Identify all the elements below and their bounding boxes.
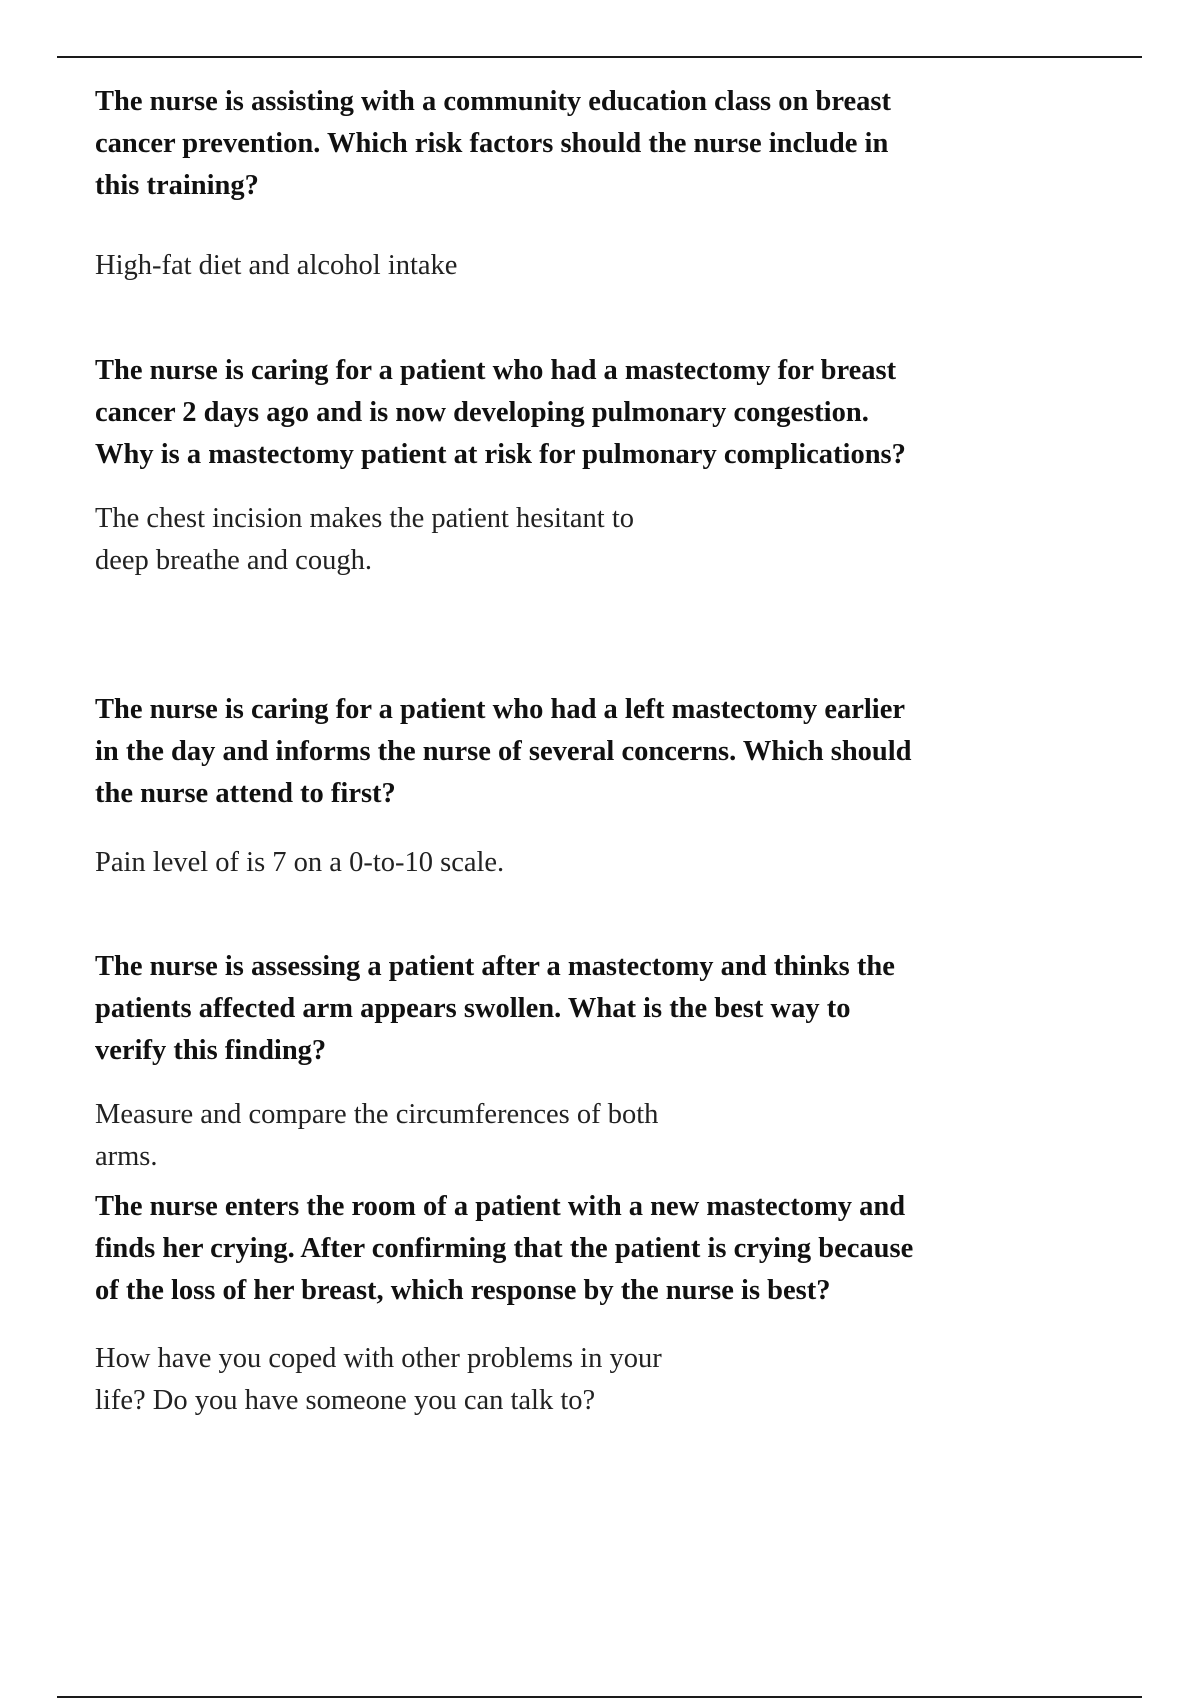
question-text: The nurse enters the room of a patient with a new mastectomy and finds her crying. After confirming that the patient is crying because of the loss of her breast, which response by the nurse is best? [95,1191,914,1306]
qa-item-4 [95,946,925,1178]
answer-text: The chest incision makes the patient hesitant to deep breathe and cough. [95,503,634,576]
question-text: The nurse is caring for a patient who had a mastectomy for breast cancer 2 days ago and is now developing pulmonary congestion. Why is a mastectomy patient at risk for pulmonary complications? [95,355,906,470]
bottom-divider [57,1696,1142,1698]
answer-text: Pain level of is 7 on a 0-to-10 scale. [95,847,505,878]
qa-item-2 [95,350,925,582]
answer-text: How have you coped with other problems in your life? Do you have someone you can talk to? [95,1343,662,1416]
qa-item-3 [95,689,925,884]
qa-item-1 [95,81,925,287]
question-text: The nurse is assisting with a community education class on breast cancer prevention. Which risk factors should the nurse include in this training? [95,86,891,201]
answer-text: Measure and compare the circumferences of both arms. [95,1099,659,1172]
answer-text: High-fat diet and alcohol intake [95,250,458,281]
question-text: The nurse is assessing a patient after a mastectomy and thinks the patients affected arm appears swollen. What is the best way to verify this finding? [95,951,895,1066]
question-text: The nurse is caring for a patient who had a left mastectomy earlier in the day and informs the nurse of several concerns. Which should the nurse attend to first? [95,694,912,809]
top-divider [57,56,1142,58]
qa-item-5 [95,1186,925,1422]
